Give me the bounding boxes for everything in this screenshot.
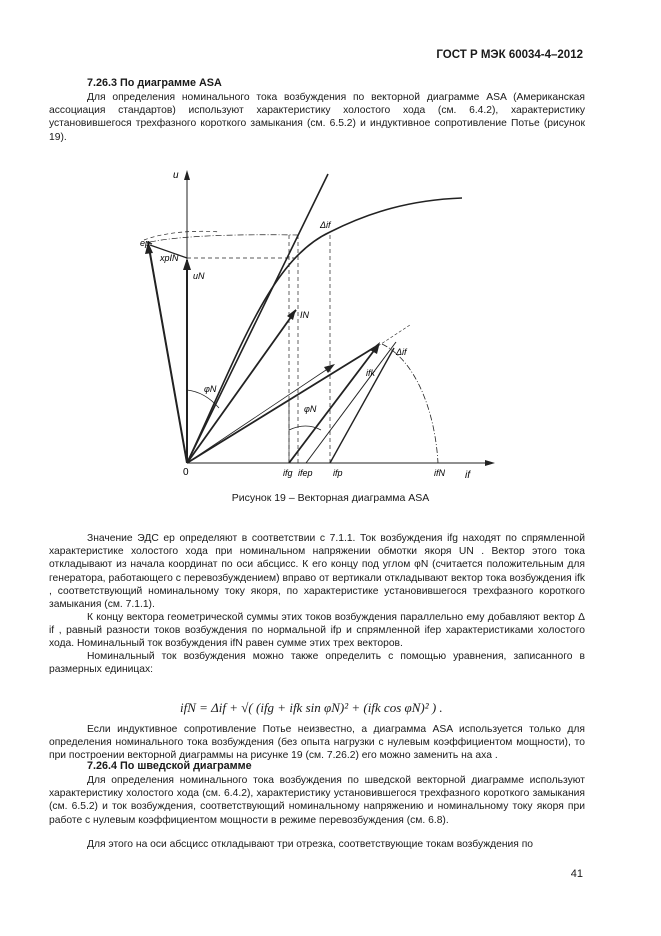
vector-diagram-figure <box>120 160 520 485</box>
ep-vector <box>148 242 187 463</box>
label-delta-if-right: Δif <box>396 347 407 357</box>
paragraph-text: Если индуктивное сопротивление Потье неизвестно, а диаграмма ASA используется только для определения номинального тока возбуждения (без опыта нагрузки с нулевым коэффициентом мощности), то при построении векторной диаграммы на рисунке 19 (см. 7.26.2) его можно заменить на axa . <box>49 724 585 762</box>
ep-level-line <box>150 235 298 242</box>
ifk-arrow <box>370 342 380 354</box>
label-u-axis: u <box>173 170 179 181</box>
label-origin: 0 <box>183 467 189 478</box>
section-heading-7263: 7.26.3 По диаграмме ASA <box>87 77 222 89</box>
paragraph-7264-continuation <box>49 838 585 851</box>
paragraph-text: Для этого на оси абсцисс откладывают три отрезка, соответствующие токам возбуждения по <box>87 839 534 850</box>
tick-label-ifg: ifg <box>283 468 293 478</box>
uN-arrow <box>183 258 191 270</box>
u-axis-arrow <box>184 170 190 180</box>
tick-label-ifep: ifep <box>298 468 313 478</box>
tick-label-ifp: ifp <box>333 468 343 478</box>
paragraph-text: Для определения номинального тока возбуждения по шведской векторной диаграмме используют характеристику холостого хода (см. 6.4.2), характеристику установившегося трехфазного короткого замыкания (см. 6.5.2) и ток возбуждения, соответствующий номинальному напряжению и номинальному току якоря при работе с нулевым коэффициентом мощности в режиме перевозбуждения (см. 6.8). <box>49 775 585 826</box>
label-xpIN: xpIN <box>160 253 179 263</box>
label-ep: ep <box>140 238 151 248</box>
document-header: ГОСТ Р МЭК 60034-4–2012 <box>436 49 583 61</box>
paragraph-7263-intro <box>49 91 585 144</box>
ifk-vector <box>289 344 379 463</box>
paragraph-ep <box>49 532 585 611</box>
label-phiN-right: φN <box>304 404 317 414</box>
if-axis-arrow <box>485 460 495 466</box>
paragraph-text: Значение ЭДС ep определяют в соответствии с 7.1.1. Ток возбуждения ifg находят по спрямленной характеристике холостого хода при номинальном напряжении обмотки якоря UN . Вектор этого тока откладывают из начала координат по оси абсцисс. К его концу под углом φN (считается положительным для генератора, работающего с перевозбуждением) вправо от вертикали откладывают вектор тока возбуждения ifk , соответствующий номинальному току якоря, по характеристике установившегося трехфазного короткого замыкания (см. 7.1.1). <box>49 533 585 611</box>
label-IN: IN <box>300 310 309 320</box>
tick-label-ifN: ifN <box>434 468 445 478</box>
ifN-arc <box>382 344 438 463</box>
delta-if-extension <box>378 325 410 346</box>
paragraph-text: Для определения номинального тока возбуждения по векторной диаграмме ASA (Американская ассоциация стандартов) используют характеристику холостого хода (см. 6.4.2), характеристику установившегося трехфазного короткого замыкания (см. 6.5.2) и индуктивное сопротивление Потье (рисунок 19). <box>49 92 585 143</box>
label-phiN-left: φN <box>204 384 217 394</box>
paragraph-equation-intro <box>49 650 585 676</box>
equation: ifN = Δif + √( (ifg + ifk sin φN)² + (ifk cos φN)² ) . <box>180 700 443 715</box>
label-delta-if-top: Δif <box>320 220 331 230</box>
section-heading-7264: 7.26.4 По шведской диаграмме <box>87 760 252 772</box>
parallel-line <box>306 342 396 463</box>
IN-arrow <box>287 309 296 320</box>
paragraph-text: К концу вектора геометрической суммы этих токов возбуждения параллельно ему добавляют вектор Δ if , равный разности токов возбуждения по нормальной ifp и спрямленной ifep характеристиками холостого хода. Номинальный ток возбуждения ifN равен сумме этих трех векторов. <box>49 612 585 650</box>
paragraph-potier <box>49 723 585 763</box>
open-circuit-curve <box>187 198 462 463</box>
figure-caption: Рисунок 19 – Векторная диаграмма ASA <box>231 492 430 504</box>
paragraph-delta-if <box>49 611 585 651</box>
paragraph-text: Номинальный ток возбуждения можно также определить с помощью уравнения, записанного в размерных единицах: <box>49 651 585 676</box>
paragraph-7264-intro <box>49 774 585 827</box>
label-if-axis: if <box>465 470 470 481</box>
label-uN: uN <box>193 271 205 281</box>
page-number: 41 <box>570 868 583 880</box>
label-ifk: ifk <box>366 368 375 378</box>
